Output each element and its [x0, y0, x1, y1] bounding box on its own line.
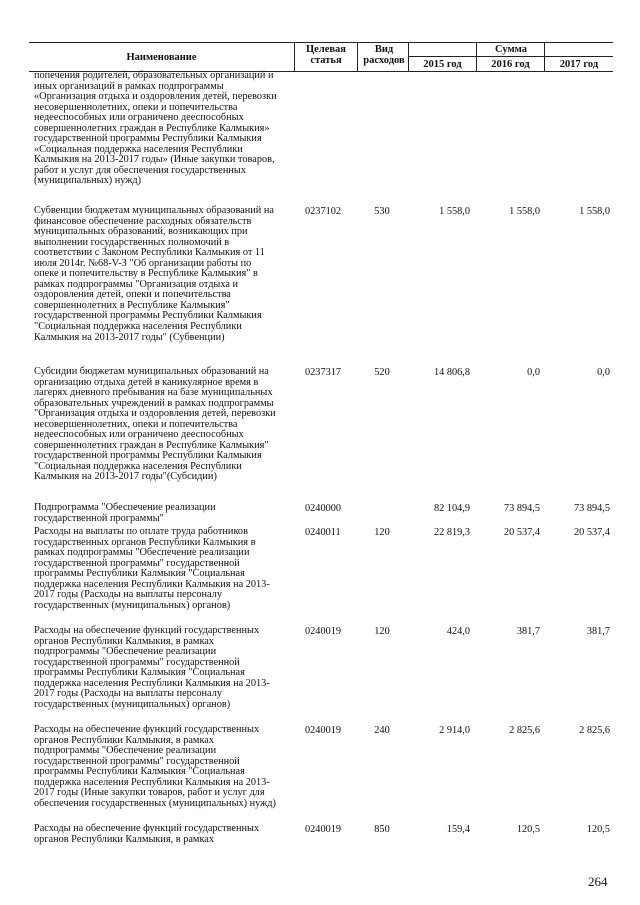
row-value-2017: 20 537,4: [573, 527, 610, 538]
header-divider: [357, 43, 358, 71]
table-row: [0, 367, 640, 503]
table-body: [0, 71, 640, 848]
header-divider: [294, 43, 295, 71]
row-value-2015: 159,4: [446, 824, 470, 835]
header-sum: Сумма: [495, 44, 527, 55]
row-value-2017: 381,7: [586, 626, 610, 637]
header-kind: Вид расходов: [363, 44, 405, 66]
row-code: 0240019: [305, 725, 342, 736]
row-code: 0240000: [305, 503, 342, 514]
row-kind: 120: [374, 626, 390, 637]
row-value-2016: 2 825,6: [509, 725, 540, 736]
row-value-2015: 424,0: [446, 626, 470, 637]
row-value-2017: 120,5: [586, 824, 610, 835]
table-row: [0, 206, 640, 367]
row-name: Расходы на обеспечение функций государственных органов Республики Калмыкия, в рамках: [34, 823, 260, 845]
row-value-2015: 14 806,8: [433, 367, 470, 378]
page-number: 264: [588, 874, 608, 889]
header-year-2015: 2015 год: [423, 59, 462, 70]
row-name: Расходы на обеспечение функций государственных органов Республики Калмыкия, в рамках подпрограммы "Обеспечение реализации государственной программы" государственной программы Республики Калмыкия "Социальная поддержка населения Республики Калмыкия на 2013- 2017 годы (Расходы на выплаты персоналу государственных (муниципальных) органов): [34, 625, 270, 710]
row-value-2015: 2 914,0: [439, 725, 470, 736]
row-value-2016: 120,5: [516, 824, 540, 835]
row-name: попечения родителей, образовательных организаций и иных организаций в рамках подпрограммы «Организация отдыха и оздоровления детей, перевозки несовершеннолетних, опеки и попечительства недееспособных или ограничено дееспособных совершеннолетних граждан в Республике Калмыкия» государственной программы Республики Калмыкия «Социальная поддержка населения Республики Калмыкия на 2013-2017 годы» (Иные закупки товаров, работ и услуг для обеспечения государственных (муниципальных) нужд): [34, 70, 277, 187]
header-sum-underline: [408, 56, 613, 57]
row-code: 0237317: [305, 367, 342, 378]
row-value-2015: 82 104,9: [433, 503, 470, 514]
row-kind: 850: [374, 824, 390, 835]
row-name: Субсидии бюджетам муниципальных образований на организацию отдыха детей в каникулярное время в лагерях дневного пребывания на базе муниципальных образовательных учреждений в рамках подпрограммы "Организация отдыха и оздоровления детей, перевозки несовершеннолетних, опеки и попечительства недееспособных или ограничено дееспособных совершеннолетних граждан в Республике Калмыкия" государственной программы Республики Калмыкия "Социальная поддержка населения Республики Калмыкия на 2013-2017 годы"(Субсидии): [34, 366, 276, 483]
row-value-2016: 73 894,5: [503, 503, 540, 514]
header-target: Целевая статья: [306, 44, 346, 66]
header-year-2016: 2016 год: [491, 59, 530, 70]
row-value-2017: 1 558,0: [579, 206, 610, 217]
row-name: Расходы на выплаты по оплате труда работников государственных органов Республики Калмыкия в рамках подпрограммы "Обеспечение реализации государственной программы" государственной программы Республики Калмыкия "Социальная поддержка населения Республики Калмыкия на 2013- 2017 годы (Расходы на выплаты персоналу государственных (муниципальных) органов): [34, 526, 270, 611]
table-row: [0, 503, 640, 527]
row-value-2015: 1 558,0: [439, 206, 470, 217]
table-row: [0, 527, 640, 626]
row-code: 0240019: [305, 824, 342, 835]
row-kind: 240: [374, 725, 390, 736]
header-name: Наименование: [126, 52, 197, 63]
table-header: [29, 42, 613, 72]
row-value-2016: 0,0: [527, 367, 540, 378]
row-name: Субвенции бюджетам муниципальных образований на финансовое обеспечение расходных обязательств муниципальных образований, возникающих при выполнении государственных полномочий в соответствии с Законом Республики Калмыкия от 11 июля 2014г. №68-V-З "Об организации работы по опеке и попечительству в Республике Калмыкия" в рамках подпрограммы "Организация отдыха и оздоровления детей, опеки и попечительства совершеннолетних в Республике Калмыкия" государственной программы Республики Калмыкия "Социальная поддержка населения Республики Калмыкия на 2013-2017 годы" (Субвенции): [34, 205, 274, 343]
row-code: 0240011: [305, 527, 341, 538]
row-code: 0240019: [305, 626, 342, 637]
table-row: [0, 626, 640, 725]
row-code: 0237102: [305, 206, 342, 217]
table-row: [0, 824, 640, 848]
header-year-2017: 2017 год: [559, 59, 599, 70]
row-value-2016: 20 537,4: [503, 527, 540, 538]
row-value-2017: 2 825,6: [579, 725, 610, 736]
row-kind: 120: [374, 527, 390, 538]
row-value-2017: 73 894,5: [573, 503, 610, 514]
row-value-2015: 22 819,3: [433, 527, 470, 538]
table-row: [0, 71, 640, 206]
row-value-2016: 1 558,0: [509, 206, 540, 217]
row-value-2016: 381,7: [516, 626, 540, 637]
row-value-2017: 0,0: [597, 367, 610, 378]
row-name: Расходы на обеспечение функций государственных органов Республики Калмыкия, в рамках подпрограммы "Обеспечение реализации государственной программы" государственной программы Республики Калмыкия "Социальная поддержка населения Республики Калмыкия на 2013- 2017 годы (Иные закупки товаров, работ и услуг для обеспечения государственных (муниципальных) нужд): [34, 724, 276, 809]
row-kind: 530: [374, 206, 390, 217]
row-kind: 520: [374, 367, 390, 378]
row-name: Подпрограмма "Обеспечение реализации государственной программы": [34, 502, 216, 524]
table-row: [0, 725, 640, 824]
